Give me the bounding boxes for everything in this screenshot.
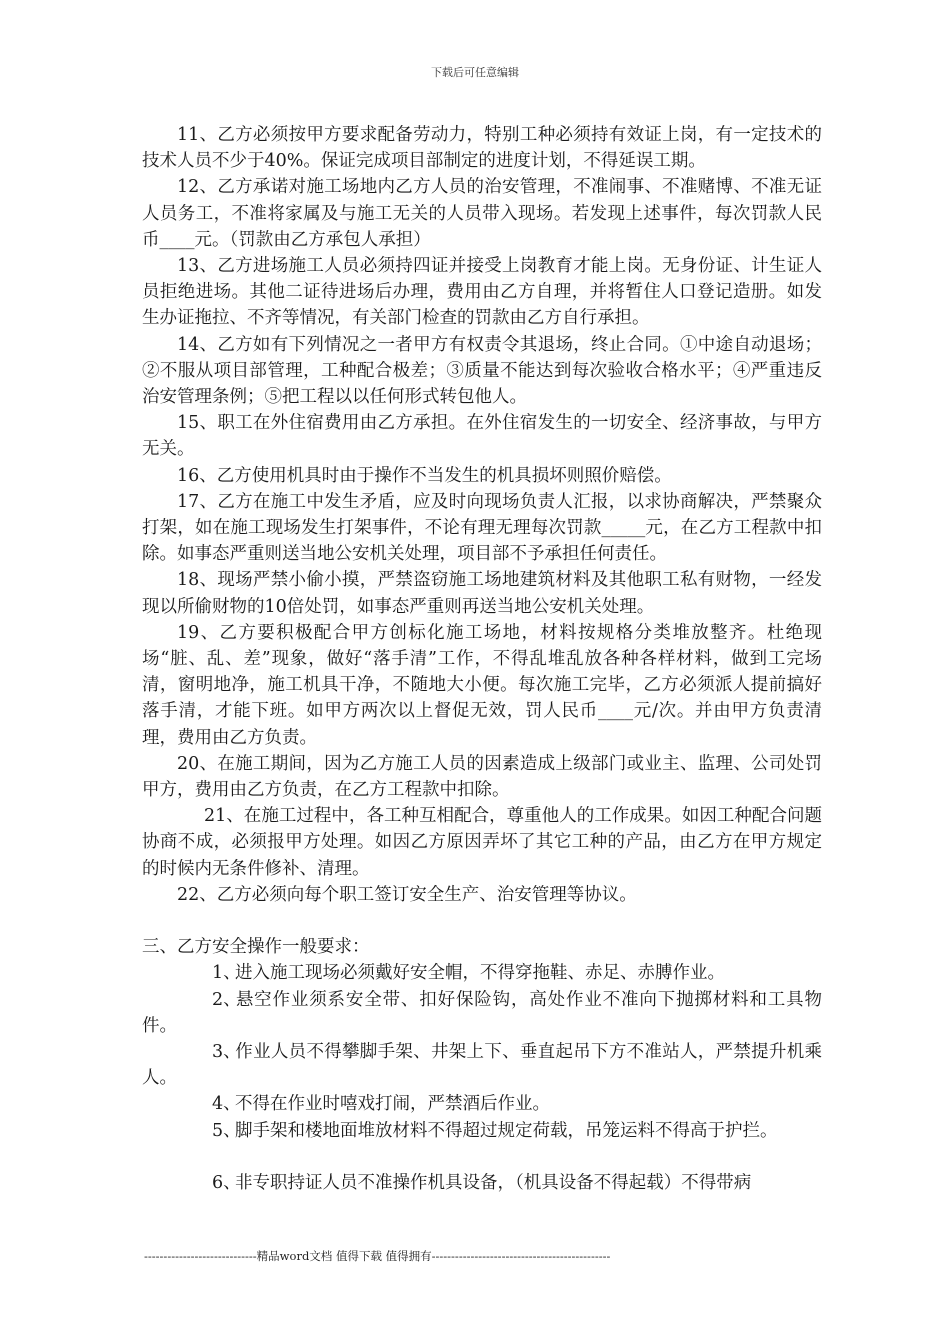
list-item-text: 作业人员不得攀脚手架、井架上下、垂直起吊下方不准站人，严禁提升机乘人。 bbox=[142, 1041, 822, 1089]
list-item-text: 不得在作业时嘻戏打闹，严禁酒后作业。 bbox=[235, 1094, 550, 1115]
list-item-number: 2、 bbox=[212, 989, 241, 1010]
list-item-text: 非专职持证人员不准操作机具设备，（机具设备不得起载）不得带病 bbox=[235, 1172, 752, 1193]
paragraph-21: 21、在施工过程中，各工种互相配合，尊重他人的工作成果。如因工种配合问题协商不成，必须报甲方处理。如因乙方原因弄坏了其它工种的产品，由乙方在甲方规定的时候内无条件修补、清理。 bbox=[142, 806, 822, 879]
list-item-text: 脚手架和楼地面堆放材料不得超过规定荷载，吊笼运料不得高于护拦。 bbox=[235, 1120, 778, 1141]
document-body bbox=[142, 122, 822, 1196]
paragraph-17: 17、乙方在施工中发生矛盾，应及时向现场负责人汇报，以求协商解决，严禁聚众打架，如在施工现场发生打架事件，不论有理无理每次罚款_____元，在乙方工程款中扣除。如事态严重则送当地公安机关处理，项目部不予承担任何责任。 bbox=[142, 491, 822, 565]
paragraph-13: 13、乙方进场施工人员必须持四证并接受上岗教育才能上岗。无身份证、计生证人员拒绝进场。其他二证待进场后办理，费用由乙方自理，并将暂住人口登记造册。如发生办证拖拉、不齐等情况，有关部门检查的罚款由乙方自行承担。 bbox=[142, 256, 822, 329]
list-item bbox=[142, 987, 822, 1039]
paragraph-20: 20、在施工期间，因为乙方施工人员的因素造成上级部门或业主、监理、公司处罚甲方，费用由乙方负责，在乙方工程款中扣除。 bbox=[142, 753, 822, 801]
list-item bbox=[142, 1091, 822, 1117]
list-item-text: 进入施工现场必须戴好安全帽，不得穿拖鞋、赤足、赤膊作业。 bbox=[235, 963, 725, 984]
section-title: 三、乙方安全操作一般要求： bbox=[142, 937, 370, 958]
paragraph-16: 16、乙方使用机具时由于操作不当发生的机具损坏则照价赔偿。 bbox=[177, 465, 672, 486]
paragraph-14: 14、乙方如有下列情况之一者甲方有权责令其退场，终止合同。①中途自动退场；②不服从项目部管理，工种配合极差；③质量不能达到每次验收合格水平；④严重违反治安管理条例；⑤把工程以以任何形式转包他人。 bbox=[142, 334, 822, 408]
page-footer: -----------------------------精品word文档 值得下载 值得拥有---------------------------------------------- bbox=[144, 1249, 611, 1263]
page-header: 下载后可任意编辑 bbox=[431, 66, 519, 79]
paragraph-22: 22、乙方必须向每个职工签订安全生产、治安管理等协议。 bbox=[177, 884, 637, 905]
list-item-number: 4、 bbox=[212, 1094, 241, 1115]
paragraph-15: 15、职工在外住宿费用由乙方承担。在外住宿发生的一切安全、经济事故，与甲方无关。 bbox=[142, 413, 822, 460]
list-item bbox=[142, 1170, 822, 1196]
list-item bbox=[142, 1039, 822, 1091]
list-item-number: 5、 bbox=[212, 1120, 241, 1141]
list-item-number: 3、 bbox=[212, 1041, 241, 1062]
list-item-number: 1、 bbox=[212, 963, 241, 984]
list-item bbox=[142, 960, 822, 986]
section-spacer bbox=[142, 908, 822, 934]
paragraph-12: 12、乙方承诺对施工场地内乙方人员的治安管理，不准闹事、不准赌博、不准无证人员务工，不准将家属及与施工无关的人员带入现场。若发现上述事件，每次罚款人民币____元。（罚款由乙方承包人承担） bbox=[142, 177, 822, 250]
paragraph-11: 11、乙方必须按甲方要求配备劳动力，特别工种必须持有效证上岗，有一定技术的技术人员不少于40%。保证完成项目部制定的进度计划，不得延误工期。 bbox=[142, 125, 822, 172]
list-item bbox=[142, 1118, 822, 1144]
item-spacer bbox=[142, 1144, 822, 1170]
paragraph-19: 19、乙方要积极配合甲方创标化施工场地，材料按规格分类堆放整齐。杜绝现场“脏、乱、差”现象，做好“落手清”工作，不得乱堆乱放各种各样材料，做到工完场清，窗明地净，施工机具干净，不随地大小便。每次施工完毕，乙方必须派人提前搞好落手清，才能下班。如甲方两次以上督促无效，罚人民币____元/次。并由甲方负责清理，费用由乙方负责。 bbox=[142, 622, 822, 748]
list-item-number: 6、 bbox=[212, 1172, 241, 1193]
list-item-text: 悬空作业须系安全带、扣好保险钩，高处作业不准向下抛掷材料和工具物件。 bbox=[142, 989, 822, 1036]
paragraph-18: 18、现场严禁小偷小摸，严禁盗窃施工场地建筑材料及其他职工私有财物，一经发现以所偷财物的10倍处罚，如事态严重则再送当地公安机关处理。 bbox=[142, 570, 822, 617]
